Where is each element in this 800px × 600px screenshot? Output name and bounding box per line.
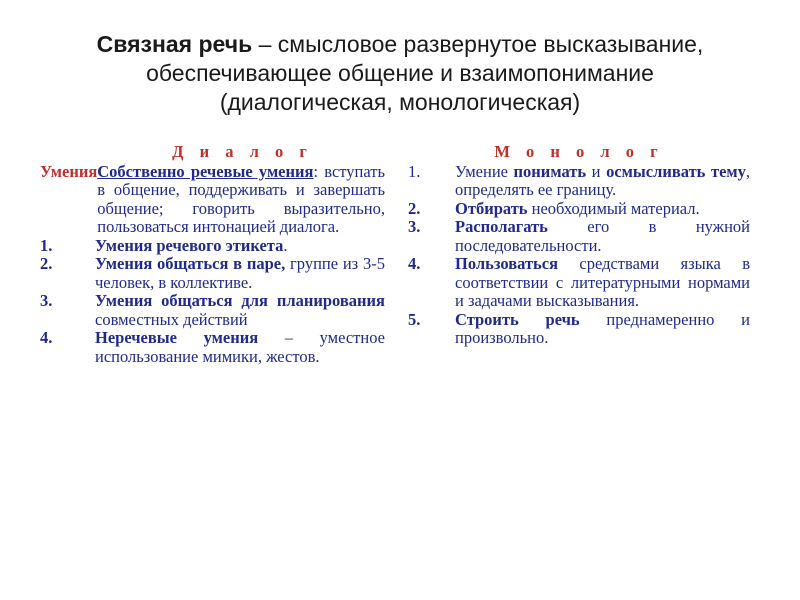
title-types: (диалогическая, монологическая)	[219, 89, 581, 115]
dialog-item-text: .	[283, 235, 288, 255]
monolog-item-bold: Располагать	[455, 217, 548, 236]
monolog-item-text: средствами языка в соответствии с литературными нормами и задачами высказывания.	[455, 254, 750, 310]
slide-title	[40, 30, 760, 117]
dialog-item-text: группе из 3-5 человек, в коллективе.	[95, 254, 385, 292]
monolog-item	[408, 255, 750, 311]
monolog-item-bold2: осмысливать тему	[606, 161, 746, 181]
dialog-column	[40, 143, 385, 366]
dialog-item	[40, 255, 385, 292]
dialog-item-text: – уместное использование мимики, жестов.	[95, 328, 385, 366]
dialog-item	[40, 329, 385, 366]
dialog-item-bold: Умения речевого этикета	[95, 235, 284, 255]
monolog-item-text: необходимый материал.	[527, 198, 700, 218]
dialog-item-text: совместных действий	[95, 309, 248, 329]
title-term: Связная речь	[96, 31, 253, 57]
monolog-item	[408, 200, 750, 219]
monolog-item-bold: Строить речь	[455, 309, 580, 329]
dialog-item	[40, 237, 385, 256]
monolog-item-bold: Отбирать	[455, 198, 528, 218]
dialog-item	[40, 292, 385, 329]
dialog-lead-label: Умения	[40, 161, 98, 181]
dialog-item-num: 2.	[40, 254, 53, 273]
monolog-item-num: 1.	[408, 161, 421, 181]
monolog-item-text: , определять ее границу.	[455, 161, 751, 199]
monolog-item	[408, 163, 750, 200]
monolog-item-text: преднамеренно и произвольно.	[455, 309, 750, 347]
monolog-item-bold: Пользоваться	[455, 254, 559, 273]
dialog-item-bold: Умения общаться для планирования	[95, 291, 385, 310]
monolog-item-num: 3.	[408, 217, 421, 236]
monolog-item-num: 2.	[408, 198, 421, 218]
dialog-heading: Д и а л о г	[172, 142, 313, 161]
title-definition: – смысловое развернутое высказывание, обеспечивающее общение и взаимопонимание	[146, 31, 704, 86]
speech-skills-term: Собственно речевые умения	[97, 161, 314, 181]
dialog-lead	[40, 163, 385, 237]
dialog-item-num: 1.	[40, 235, 53, 255]
monolog-item	[408, 311, 750, 348]
speech-skills-desc: : вступать в общение, поддерживать и завершать общение; говорить выразительно, пользоваться интонацией диалога.	[97, 161, 385, 236]
monolog-column	[408, 143, 750, 348]
monolog-item-num: 5.	[408, 309, 421, 329]
monolog-item-mid: и	[586, 161, 607, 181]
monolog-item-num: 4.	[408, 254, 421, 273]
monolog-item-bold: понимать	[513, 161, 587, 181]
dialog-item-num: 4.	[40, 328, 53, 347]
dialog-item-bold: Неречевые умения	[95, 328, 259, 347]
monolog-item-pre: Умение	[455, 161, 514, 181]
monolog-heading: М о н о л о г	[494, 142, 664, 161]
dialog-item-bold: Умения общаться в паре,	[95, 254, 286, 273]
monolog-item-text: его в нужной последовательности.	[455, 217, 750, 255]
dialog-item-num: 3.	[40, 291, 53, 310]
dialog-lead-text	[97, 163, 385, 237]
monolog-item	[408, 218, 750, 255]
